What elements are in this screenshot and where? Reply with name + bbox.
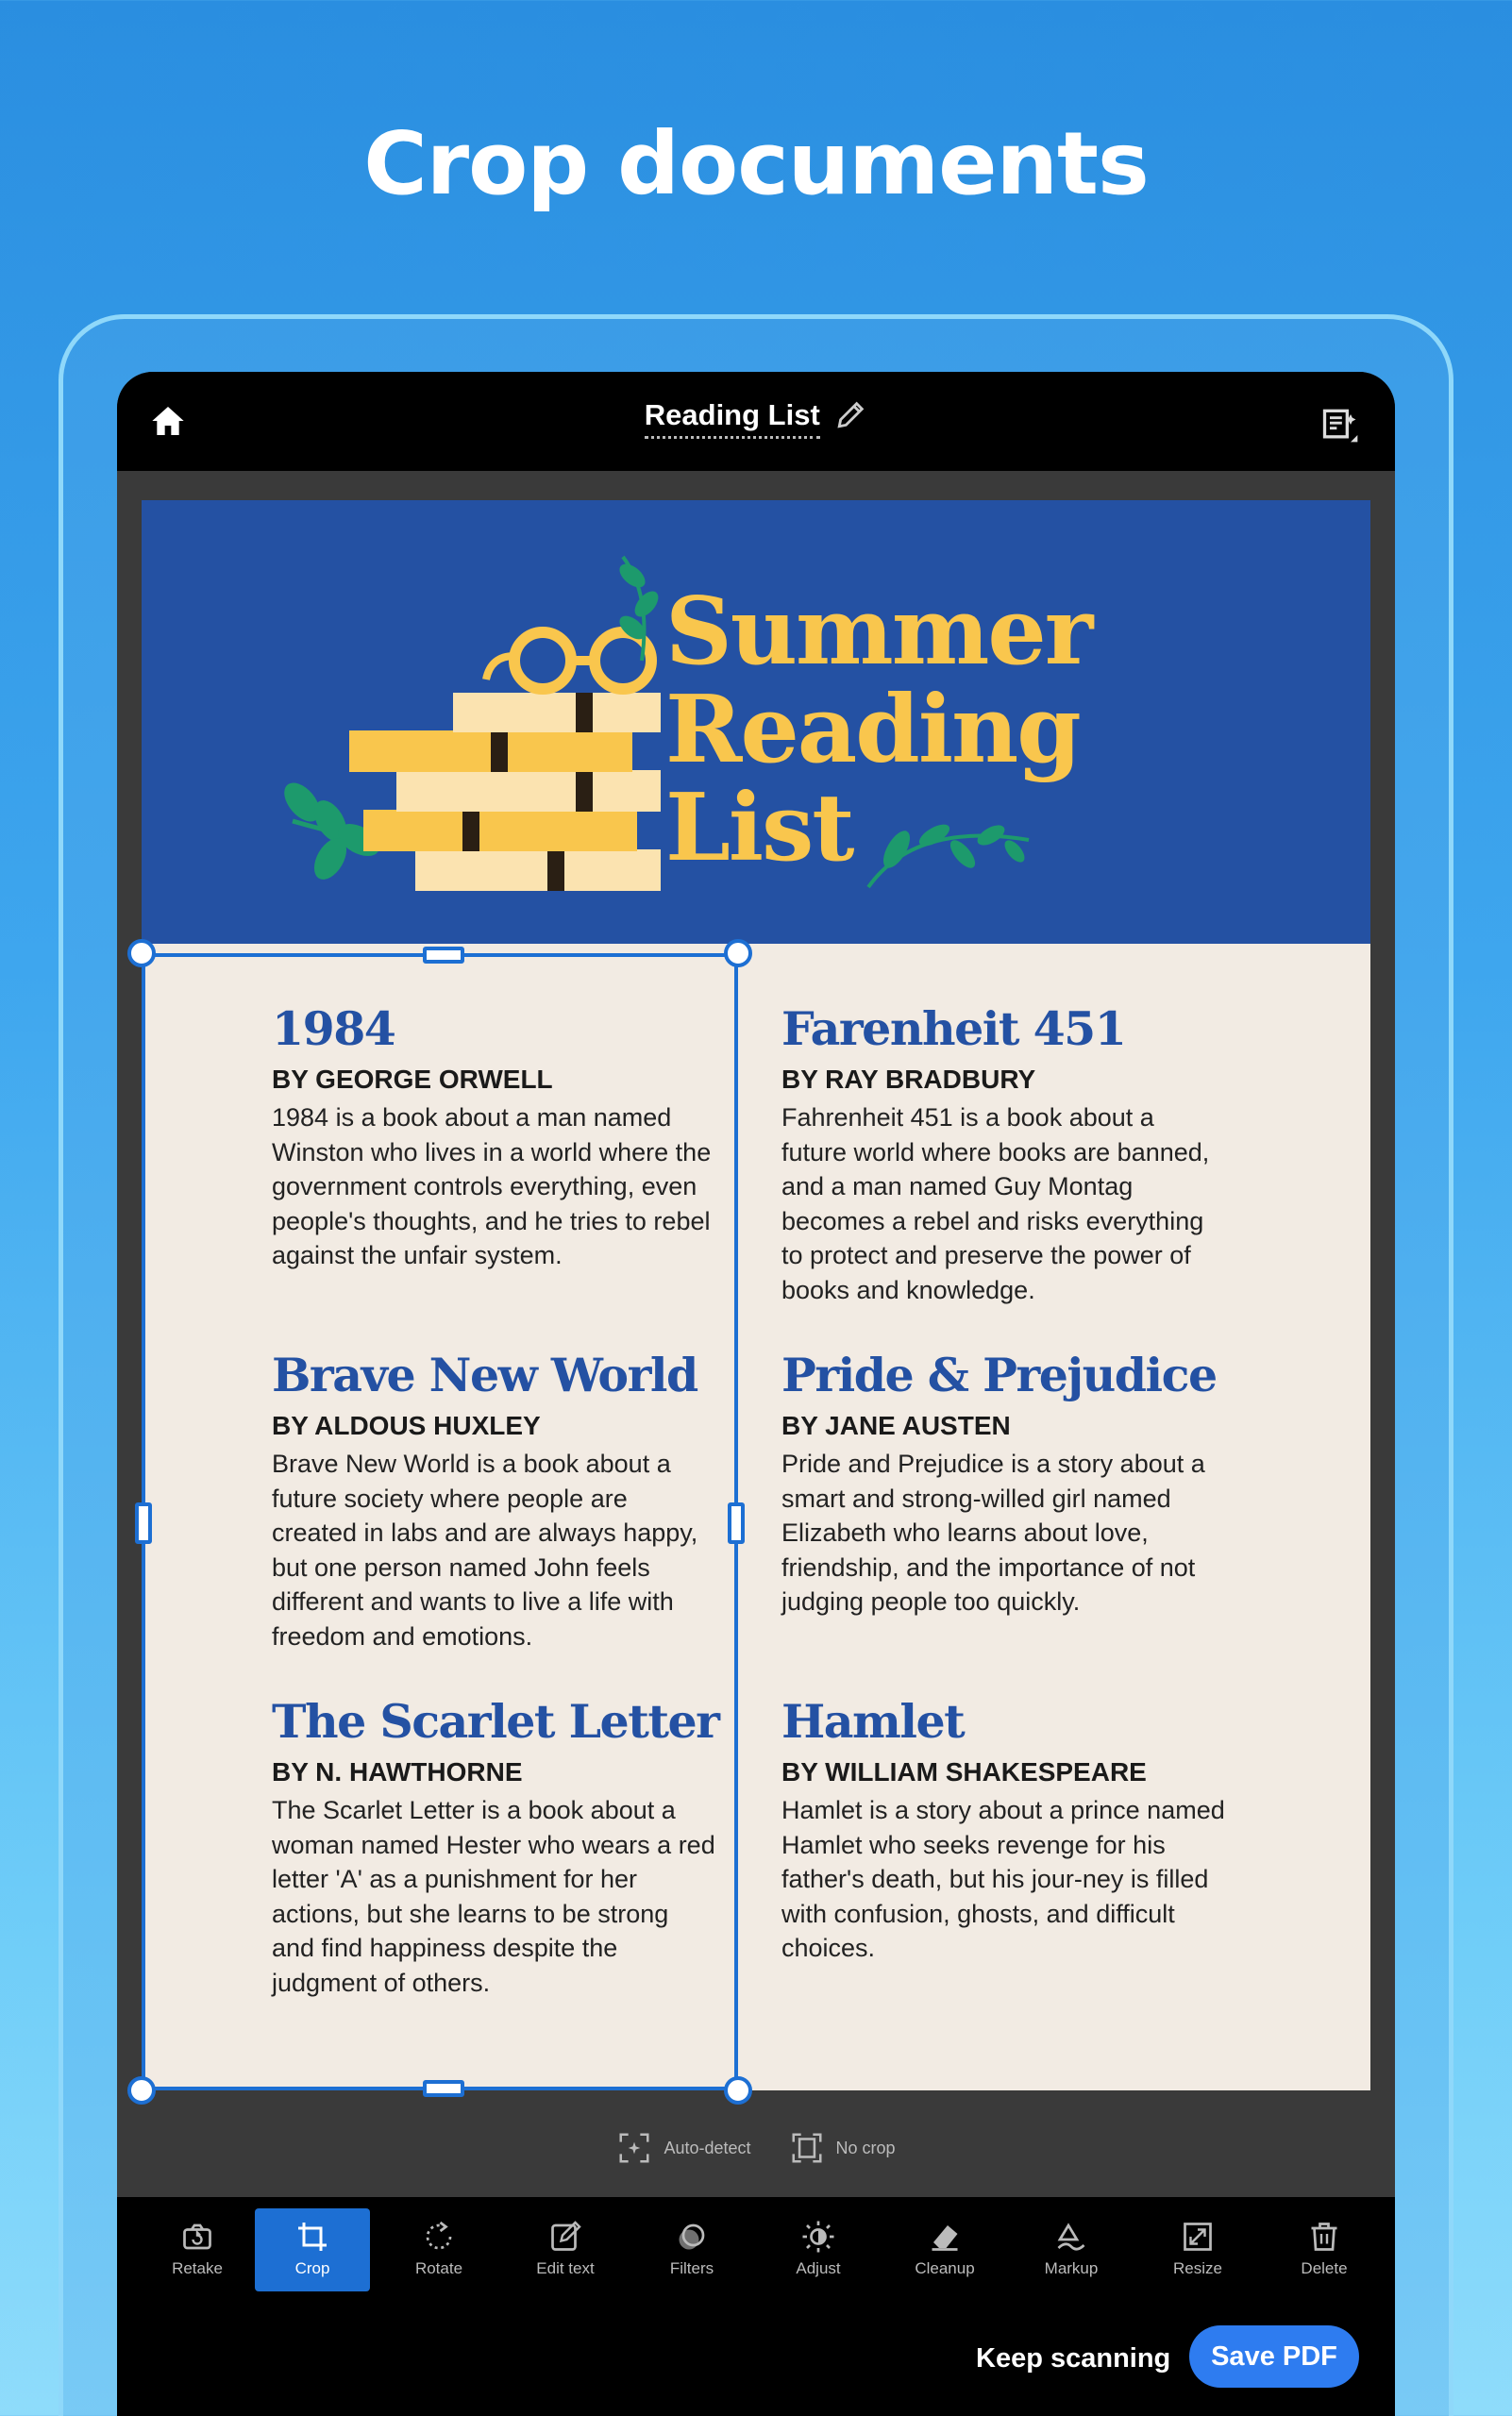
crop-handle-top-right[interactable] <box>724 939 752 967</box>
tool-label: Rotate <box>414 2259 463 2277</box>
no-crop-button[interactable] <box>789 2120 896 2176</box>
book-author: BY JANE AUSTEN <box>781 1411 1011 1440</box>
tool-label: Resize <box>1173 2259 1222 2277</box>
app-screen <box>117 372 1395 2416</box>
crop-icon <box>295 2220 329 2254</box>
auto-detect-icon <box>616 2130 652 2166</box>
auto-detect-label: Auto-detect <box>664 2138 751 2157</box>
keep-scanning-button[interactable]: Keep scanning <box>976 2343 1171 2374</box>
retake-icon <box>180 2220 214 2254</box>
book-title: Pride & Prejudice <box>781 1348 1217 1402</box>
crop-region[interactable] <box>142 953 738 2090</box>
book-description: Hamlet is a story about a prince named Hamlet who seeks revenge for his father's death, but his jour-ney is filled with confusion, ghosts, and difficult choices. <box>781 1796 1225 1962</box>
tool-edit-text[interactable] <box>508 2208 623 2291</box>
tool-label: Edit text <box>536 2259 595 2277</box>
tool-label: Crop <box>294 2259 330 2277</box>
crop-handle-bottom-left[interactable] <box>127 2076 156 2105</box>
book-title: Brave New World <box>272 1348 697 1402</box>
tool-markup[interactable] <box>1014 2208 1129 2291</box>
tool-label: Adjust <box>796 2259 841 2277</box>
crop-handle-left[interactable] <box>135 1502 152 1544</box>
tool-retake[interactable] <box>140 2208 255 2291</box>
edit-text-icon <box>548 2220 582 2254</box>
tool-resize[interactable] <box>1140 2208 1255 2291</box>
leaf-sprig-icon <box>859 783 1048 897</box>
markup-icon <box>1054 2220 1088 2254</box>
crop-handle-bottom-right[interactable] <box>724 2076 752 2105</box>
book-description: 1984 is a book about a man named Winston who lives in a world where the government controls everything, even people's thoughts, and he tries to rebel against the unfair system. <box>272 1103 712 1269</box>
page-manager-icon[interactable] <box>1319 404 1361 445</box>
banner-title-line-2: Reading <box>665 676 1080 784</box>
trash-icon <box>1307 2220 1341 2254</box>
tool-filters[interactable] <box>634 2208 749 2291</box>
books-illustration <box>227 538 661 915</box>
banner-title-line-3: List <box>665 774 853 882</box>
bottom-toolbar <box>117 2197 1395 2416</box>
banner-title-line-1: Summer <box>665 578 1092 686</box>
book-author: BY WILLIAM SHAKESPEARE <box>781 1757 1147 1787</box>
book-description: Pride and Prejudice is a story about a smart and strong-willed girl named Elizabeth who learns about love, friendship, and the importance of not judging people too quickly. <box>781 1450 1205 1616</box>
book-entry <box>781 1347 1253 1619</box>
tool-crop[interactable] <box>255 2208 370 2291</box>
crop-options <box>117 2120 1395 2176</box>
book-author: BY ALDOUS HUXLEY <box>272 1411 541 1440</box>
save-pdf-button[interactable]: Save PDF <box>1189 2325 1359 2388</box>
rotate-icon <box>422 2220 456 2254</box>
headline: Crop documents <box>363 113 1149 214</box>
book-entry <box>781 1693 1253 1966</box>
document-banner <box>142 500 1370 944</box>
crop-handle-top[interactable] <box>423 947 464 964</box>
tool-label: Filters <box>669 2259 714 2277</box>
resize-icon <box>1181 2220 1215 2254</box>
book-title: The Scarlet Letter <box>272 1694 719 1749</box>
tool-label: Delete <box>1301 2259 1348 2277</box>
no-crop-label: No crop <box>835 2138 896 2157</box>
eraser-icon <box>928 2220 962 2254</box>
tool-delete[interactable] <box>1267 2208 1382 2291</box>
no-crop-icon <box>789 2130 825 2166</box>
tool-label: Cleanup <box>915 2259 975 2277</box>
tool-rotate[interactable] <box>381 2208 496 2291</box>
crop-handle-right[interactable] <box>728 1502 745 1544</box>
tool-adjust[interactable] <box>761 2208 876 2291</box>
book-author: BY GEORGE ORWELL <box>272 1065 553 1094</box>
pencil-icon[interactable] <box>835 398 867 430</box>
book-author: BY RAY BRADBURY <box>781 1065 1036 1094</box>
crop-handle-bottom[interactable] <box>423 2080 464 2097</box>
book-description: Fahrenheit 451 is a book about a future world where books are banned, and a man named Guy Montag becomes a rebel and risks everything to protect and preserve the power of books and knowledge. <box>781 1103 1210 1304</box>
book-title: Farenheit 451 <box>781 1001 1126 1056</box>
crop-handle-top-left[interactable] <box>127 939 156 967</box>
tool-label: Retake <box>172 2259 223 2277</box>
document-title[interactable]: Reading List <box>645 398 820 439</box>
adjust-icon <box>801 2220 835 2254</box>
book-entry <box>781 1000 1253 1307</box>
top-bar <box>117 372 1395 471</box>
book-title: 1984 <box>272 1001 395 1056</box>
auto-detect-button[interactable] <box>616 2120 750 2176</box>
book-title: Hamlet <box>781 1694 965 1749</box>
tool-cleanup[interactable] <box>887 2208 1002 2291</box>
tool-label: Markup <box>1044 2259 1099 2277</box>
book-author: BY N. HAWTHORNE <box>272 1757 523 1787</box>
book-description: Brave New World is a book about a future society where people are created in labs and are always happy, but one person named John feels different and wants to live a life with freedom and emotions. <box>272 1450 698 1651</box>
filters-icon <box>675 2220 709 2254</box>
book-description: The Scarlet Letter is a book about a woman named Hester who wears a red letter 'A' as a punishment for her actions, but she learns to be strong and find happiness despite the judgment of others. <box>272 1796 715 1997</box>
